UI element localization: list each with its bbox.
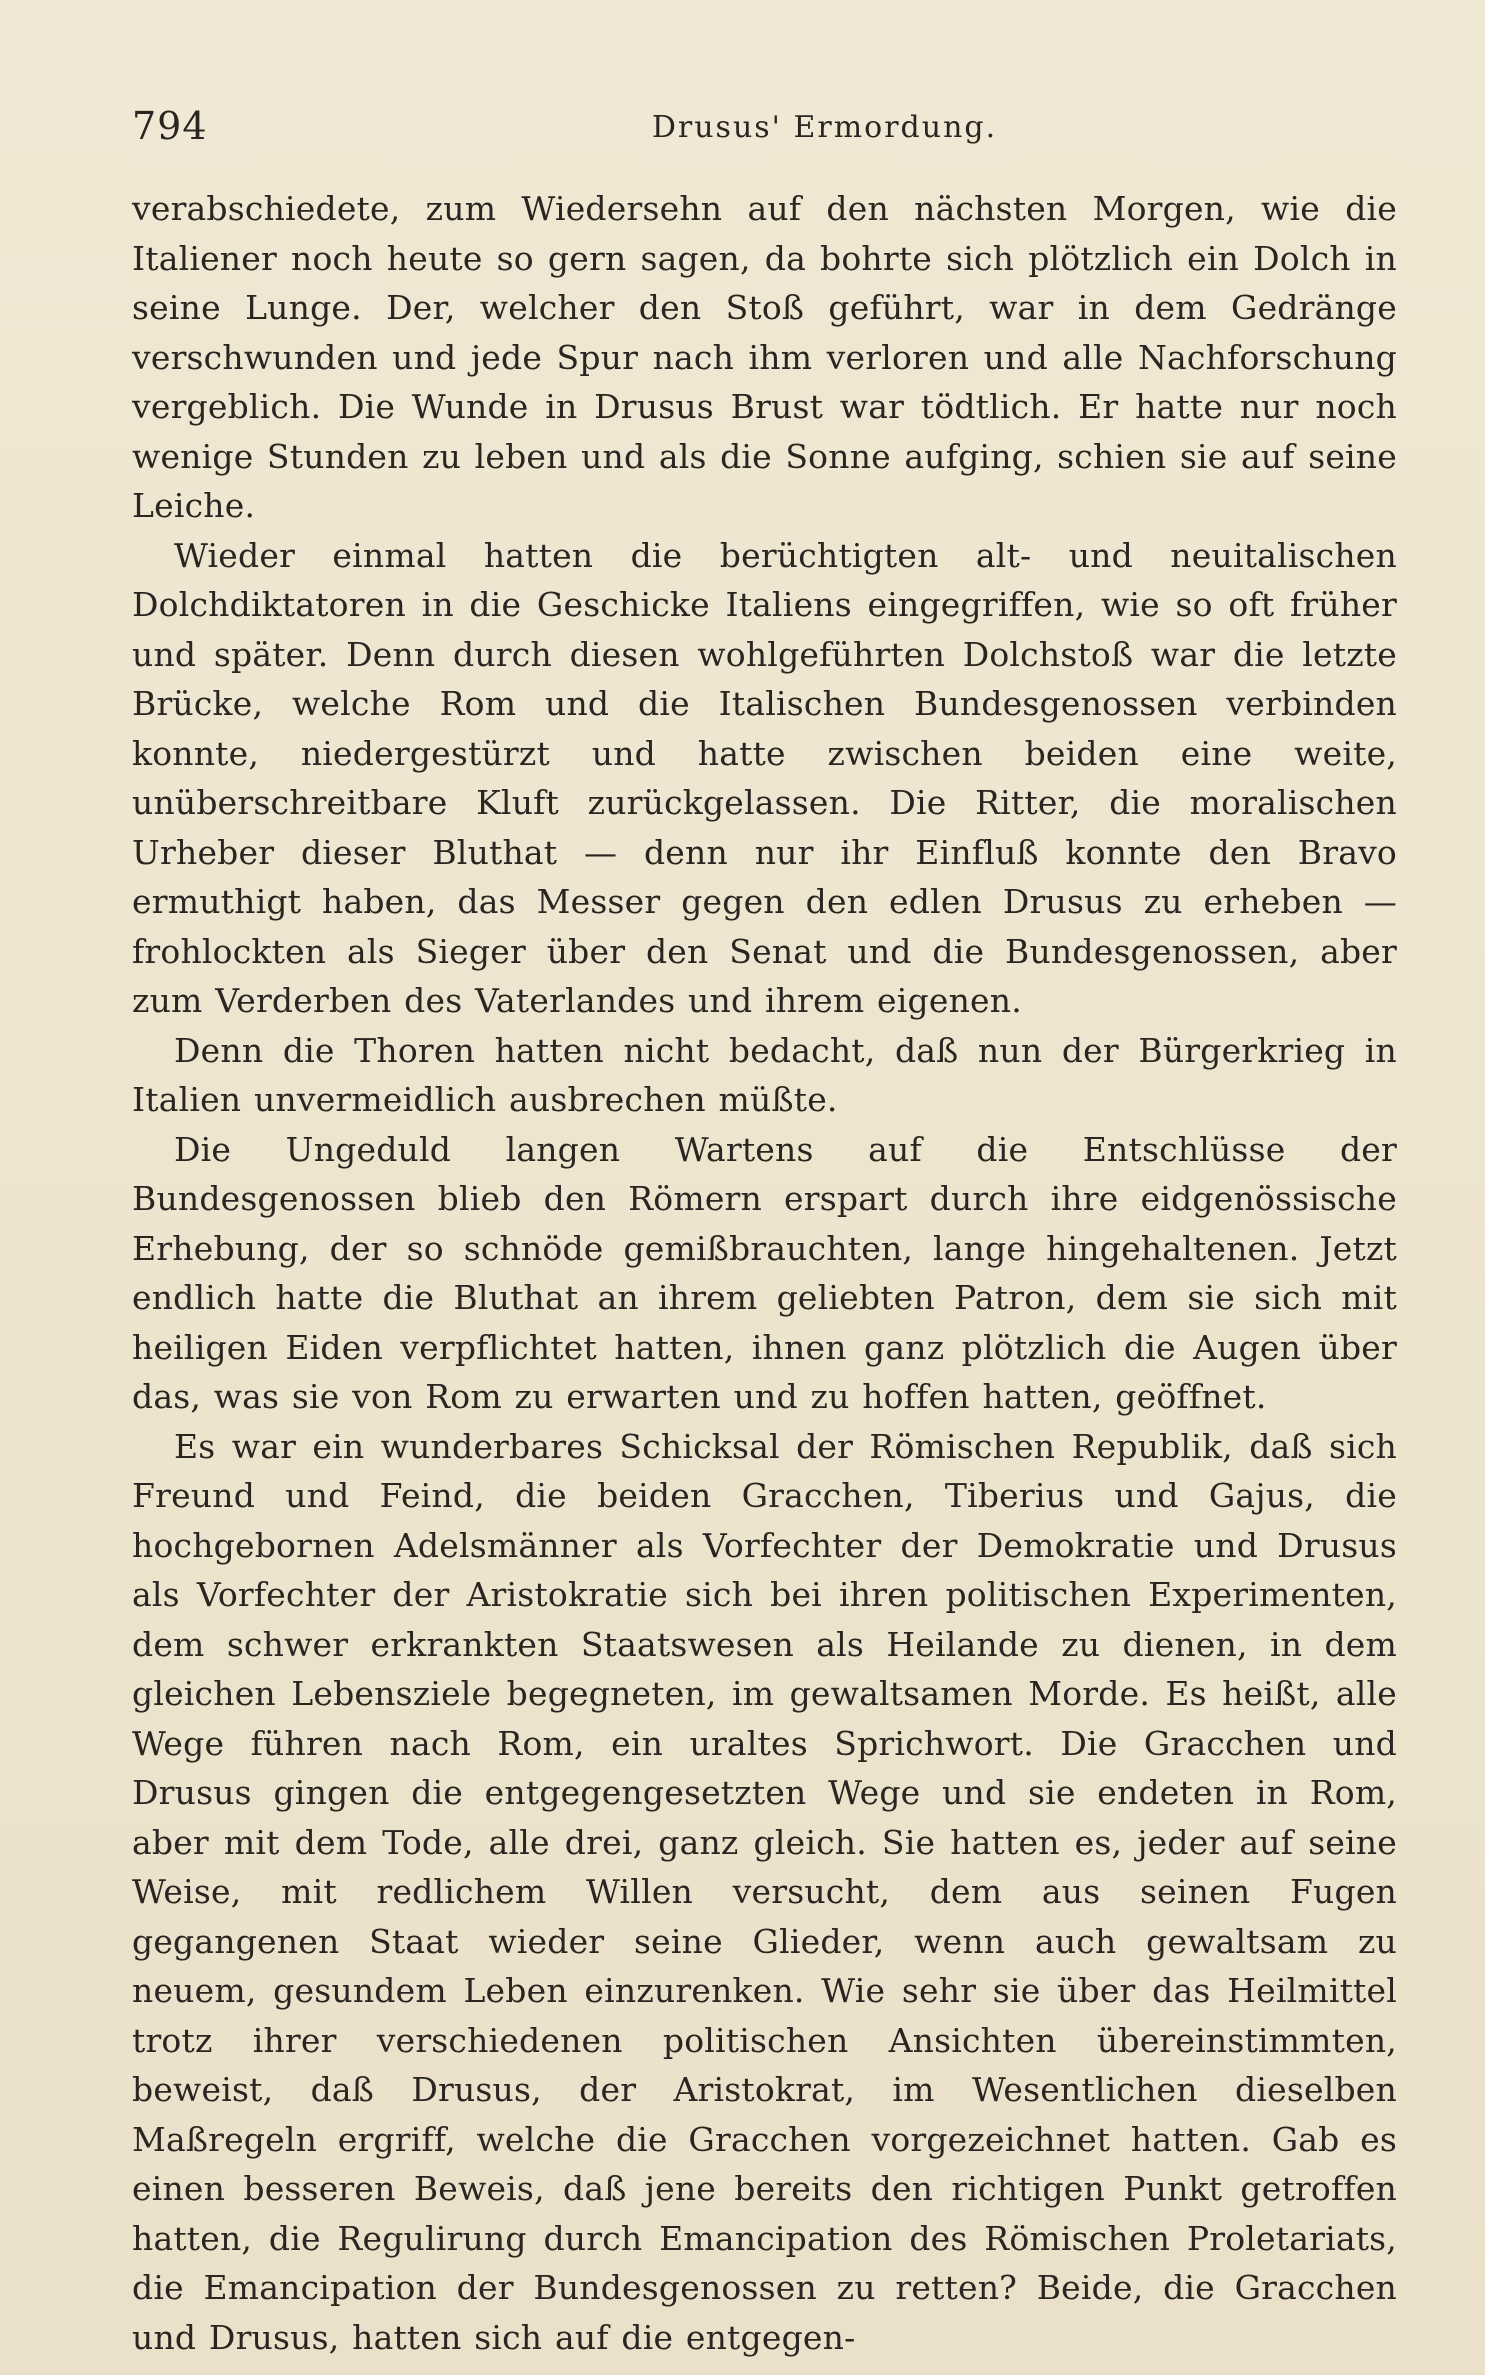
paragraph: Es war ein wunderbares Schicksal der Römischen Republik, daß sich Freund und Feind, die beiden Gracchen, Tiberius und Gajus, die hochgebornen Adelsmänner als Vorfechter der Demokratie und Drusus als Vorfechter der Aristokratie sich bei ihren politischen Experimenten, dem schwer erkrankten Staatswesen als Heilande zu dienen, in dem gleichen Lebensziele begegneten, im gewaltsamen Morde. Es heißt, alle Wege führen nach Rom, ein uraltes Sprichwort. Die Gracchen und Drusus gingen die entgegengesetzten Wege und sie endeten in Rom, aber mit dem Tode, alle drei, ganz gleich. Sie hatten es, jeder auf seine Weise, mit redlichem Willen versucht, dem aus seinen Fugen gegangenen Staat wieder seine Glieder, wenn auch gewaltsam zu neuem, gesundem Leben einzurenken. Wie sehr sie über das Heilmittel trotz ihrer verschiedenen politischen Ansichten übereinstimmten, beweist, daß Drusus, der Aristokrat, im Wesentlichen dieselben Maßregeln ergriff, welche die Gracchen vorgezeichnet hatten. Gab es einen besseren Beweis, daß jene bereits den richtigen Punkt getroffen hatten, die Regulirung durch Emancipation des Römischen Proletariats, die Emancipation der Bundesgenossen zu retten? Beide, die Gracchen und Drusus, hatten sich auf die entgegen- xyxy=(132,1426,1397,2357)
page-number: 794 xyxy=(132,104,208,148)
paragraph: Die Ungeduld langen Wartens auf die Entschlüsse der Bundesgenossen blieb den Römern erspart durch ihre eidgenössische Erhebung, der so schnöde gemißbrauchten, lange hingehaltenen. Jetzt endlich hatte die Bluthat an ihrem geliebten Patron, dem sie sich mit heiligen Eiden verpflichtet hatten, ihnen ganz plötzlich die Augen über das, was sie von Rom zu erwarten und zu hoffen hatten, geöffnet. xyxy=(132,1129,1397,1416)
body-text xyxy=(132,184,1397,2362)
paragraph: Denn die Thoren hatten nicht bedacht, daß nun der Bürgerkrieg in Italien unvermeidlich ausbrechen müßte. xyxy=(132,1030,1397,1119)
paragraph: Wieder einmal hatten die berüchtigten alt- und neuitalischen Dolchdiktatoren in die Geschicke Italiens eingegriffen, wie so oft früher und später. Denn durch diesen wohlgeführten Dolchstoß war die letzte Brücke, welche Rom und die Italischen Bundesgenossen verbinden konnte, niedergestürzt und hatte zwischen beiden eine weite, unüberschreitbare Kluft zurückgelassen. Die Ritter, die moralischen Urheber dieser Bluthat — denn nur ihr Einfluß konnte den Bravo ermuthigt haben, das Messer gegen den edlen Drusus zu erheben — frohlockten als Sieger über den Senat und die Bundesgenossen, aber zum Verderben des Vaterlandes und ihrem eigenen. xyxy=(132,535,1397,1020)
running-title: Drusus' Ermordung. xyxy=(651,110,998,145)
paragraph: verabschiedete, zum Wiedersehn auf den nächsten Morgen, wie die Italiener noch heute so gern sagen, da bohrte sich plötzlich ein Dolch in seine Lunge. Der, welcher den Stoß geführt, war in dem Gedränge verschwunden und jede Spur nach ihm verloren und alle Nachforschung vergeblich. Die Wunde in Drusus Brust war tödtlich. Er hatte nur noch wenige Stunden zu leben und als die Sonne aufging, schien sie auf seine Leiche. xyxy=(132,189,1397,525)
running-head xyxy=(132,98,1397,158)
